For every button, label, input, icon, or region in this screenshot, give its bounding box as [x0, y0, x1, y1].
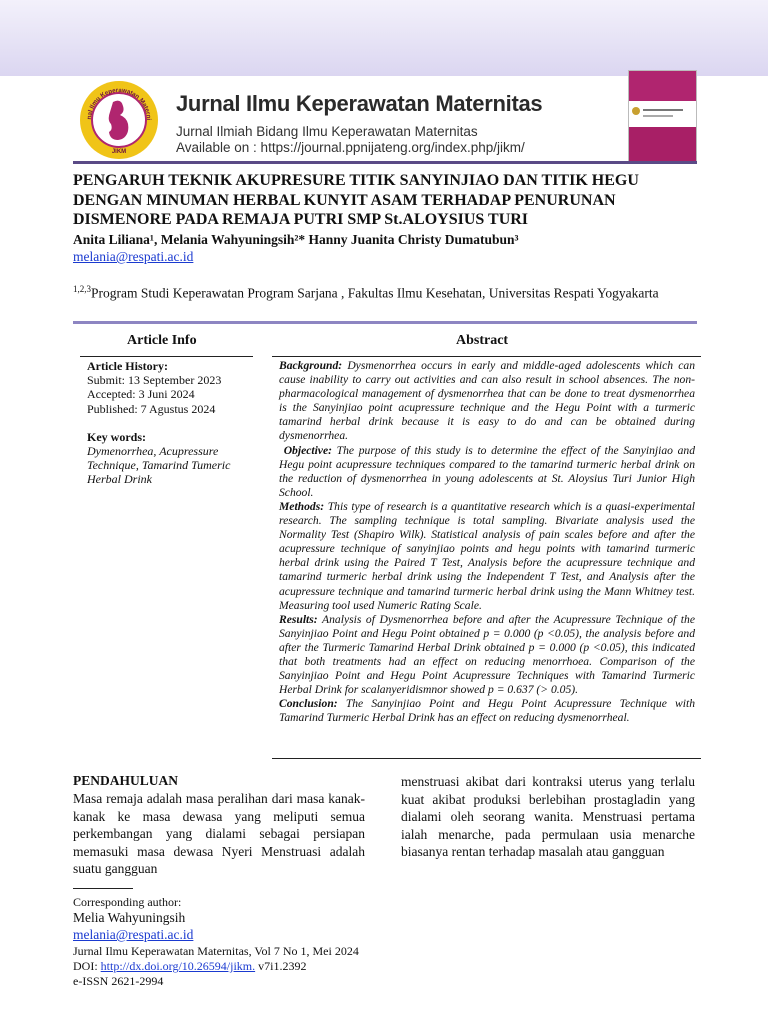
keywords-block [87, 430, 247, 486]
doi-link[interactable]: http://dx.doi.org/10.26594/jikm. [100, 959, 256, 973]
keywords: Dymenorrhea, Acupressure Technique, Tamarind Tumeric Herbal Drink [87, 444, 231, 486]
objective-label: Objective: [283, 443, 332, 457]
results-label: Results: [279, 612, 318, 626]
abstract-rule [272, 356, 701, 357]
keywords-label: Key words: [87, 430, 146, 444]
corresponding-name: Melia Wahyuningsih [73, 910, 186, 925]
abstract-conclusion [279, 697, 695, 725]
section-divider [73, 321, 697, 324]
abstract-background [279, 359, 695, 444]
article-history [87, 359, 221, 416]
top-banner [0, 0, 768, 76]
citation: Jurnal Ilmu Keperawatan Maternitas, Vol 7 No 1, Mei 2024 [73, 944, 359, 958]
section-heading: PENDAHULUAN [73, 773, 179, 788]
eissn: e-ISSN 2621-2994 [73, 974, 164, 988]
article-authors: Anita Liliana¹, Melania Wahyuningsih²* Hanny Juanita Christy Dumatubun³ [73, 232, 519, 247]
body-column-left: Masa remaja adalah masa peralihan dari masa kanak-kanak ke masa dewasa yang meliputi semua perkembangan yang dialami sebagai persiapan memasuki masa dewasa Nyeri Menstruasi adalah suatu gangguan [73, 791, 365, 876]
doi-label: DOI: [73, 959, 98, 973]
doi-line [73, 959, 306, 974]
journal-subtitle: Jurnal Ilmiah Bidang Ilmu Keperawatan Maternitas [176, 124, 478, 139]
submit-date: Submit: 13 September 2023 [87, 373, 222, 388]
article-info-heading: Article Info [127, 333, 197, 348]
abstract-heading: Abstract [456, 333, 509, 348]
doi-suffix: v7i1.2392 [258, 959, 307, 973]
article-title: PENGARUH TEKNIK AKUPRESURE TITIK SANYINJIAO DAN TITIK HEGU DENGAN MINUMAN HERBAL KUNYIT ASAM TERHADAP PENURUNAN DISMENORE PADA REMAJA PUTRI SMP St.ALOYSIUS TURI [73, 172, 639, 228]
conclusion-label: Conclusion: [279, 697, 338, 711]
published-date: Published: 7 Agustus 2024 [87, 401, 216, 416]
accepted-date: Accepted: 3 Juni 2024 [87, 387, 195, 402]
corresponding-email-link[interactable]: melania@respati.ac.id [73, 927, 194, 942]
journal-cover-thumbnail [628, 70, 697, 162]
author-email-link[interactable]: melania@respati.ac.id [73, 249, 194, 264]
history-label: Article History: [87, 359, 168, 373]
background-text: Dysmenorrhea occurs in early and middle-aged adolescents which can cause inability to carry out activities and can also result in school absences. The non-pharmacological management of dysmenorrhea that can be done to treat dysmenorrhea is the Sanyinjiao point acupressure technique and the Hegu Point with a turmeric tamarind herbal drink because it is easy to do and can be obtained during dysmenorrhea. [279, 359, 695, 443]
journal-name: Jurnal Ilmu Keperawatan Maternitas [176, 91, 543, 116]
abstract-methods [279, 500, 695, 613]
background-label: Background: [279, 359, 343, 372]
footnote-rule [73, 888, 133, 889]
logo-label: JIKM [111, 149, 127, 155]
corresponding-label: Corresponding author: [73, 895, 182, 909]
affiliation [73, 281, 693, 302]
methods-text: This type of research is a quantitative research which is a quasi-experimental research. The sampling technique is total sampling. Bivariate analysis used the Normality Test (Shapiro Wilk). Statistical analysis of pain scales before and after the acupressure technique of sanyinjiao points and hegu points with tamarind turmeric herbal drink using the Paired T Test, Analysis before the acupressure technique and tamarind turmeric herbal drink using the Independent T Test, and Analysis after the acupressure technique and tamarind turmeric herbal drink using the Mann Whitney test. Measuring tool used Numeric Rating Scale. [279, 499, 695, 612]
journal-subtitle-block [176, 124, 525, 156]
results-text: Analysis of Dysmenorrhea before and after the Acupressure Technique of the Sanyinjiao Point and Hegu Point obtained p = 0.000 (p <0.05), the analysis before and after the Turmeric Tamarind Herbal Drink obtained p = 0.000 (p <0.05), this indicated that both treatments had an effect on reducing menorrhoea. Comparison of the Sanyinjiao Point and Hegu Point Acupressure Techniques with Tamarind Turmeric Herbal Drink for scalanyeridismnor showed p = 0.637 (> 0.05). [279, 612, 695, 697]
abstract-bottom-rule [272, 758, 701, 759]
article-info-rule [80, 356, 253, 357]
affiliation-superscript: 1,2,3 [73, 284, 91, 294]
conclusion-text: The Sanyinjiao Point and Hegu Point Acupressure Technique with Tamarind Turmeric Herbal Drink has an effect on reducing dysmenorrheal. [279, 697, 695, 725]
abstract-body [279, 359, 695, 725]
logo-ring-text: nal Ilmu Keperawatan Materni [85, 86, 153, 121]
journal-logo [79, 80, 159, 160]
abstract-objective [279, 444, 695, 500]
affiliation-text: Program Studi Keperawatan Program Sarjana , Fakultas Ilmu Kesehatan, Universitas Respati Yogyakarta [91, 285, 659, 301]
body-column-right: menstruasi akibat dari kontraksi uterus yang terlalu kuat akibat produksi berlebihan prostagladin yang dialami oleh seorang wanita. Menstruasi pertama ialah menarche, pada permulaan usia menarche biasanya rentan terhadap masalah atau gangguan [401, 774, 695, 859]
header-divider [73, 161, 697, 164]
methods-label: Methods: [279, 499, 325, 513]
journal-url[interactable]: Available on : https://journal.ppnijateng.org/index.php/jikm/ [176, 140, 525, 155]
objective-text: The purpose of this study is to determine the effect of the Sanyinjiao and Hegu point acupressure techniques compared to the tamarind turmeric herbal drink on the reduction of dysmenorrhea in young adolescents at St. Aloysius Turi Junior High School. [279, 443, 695, 499]
abstract-results [279, 613, 695, 698]
